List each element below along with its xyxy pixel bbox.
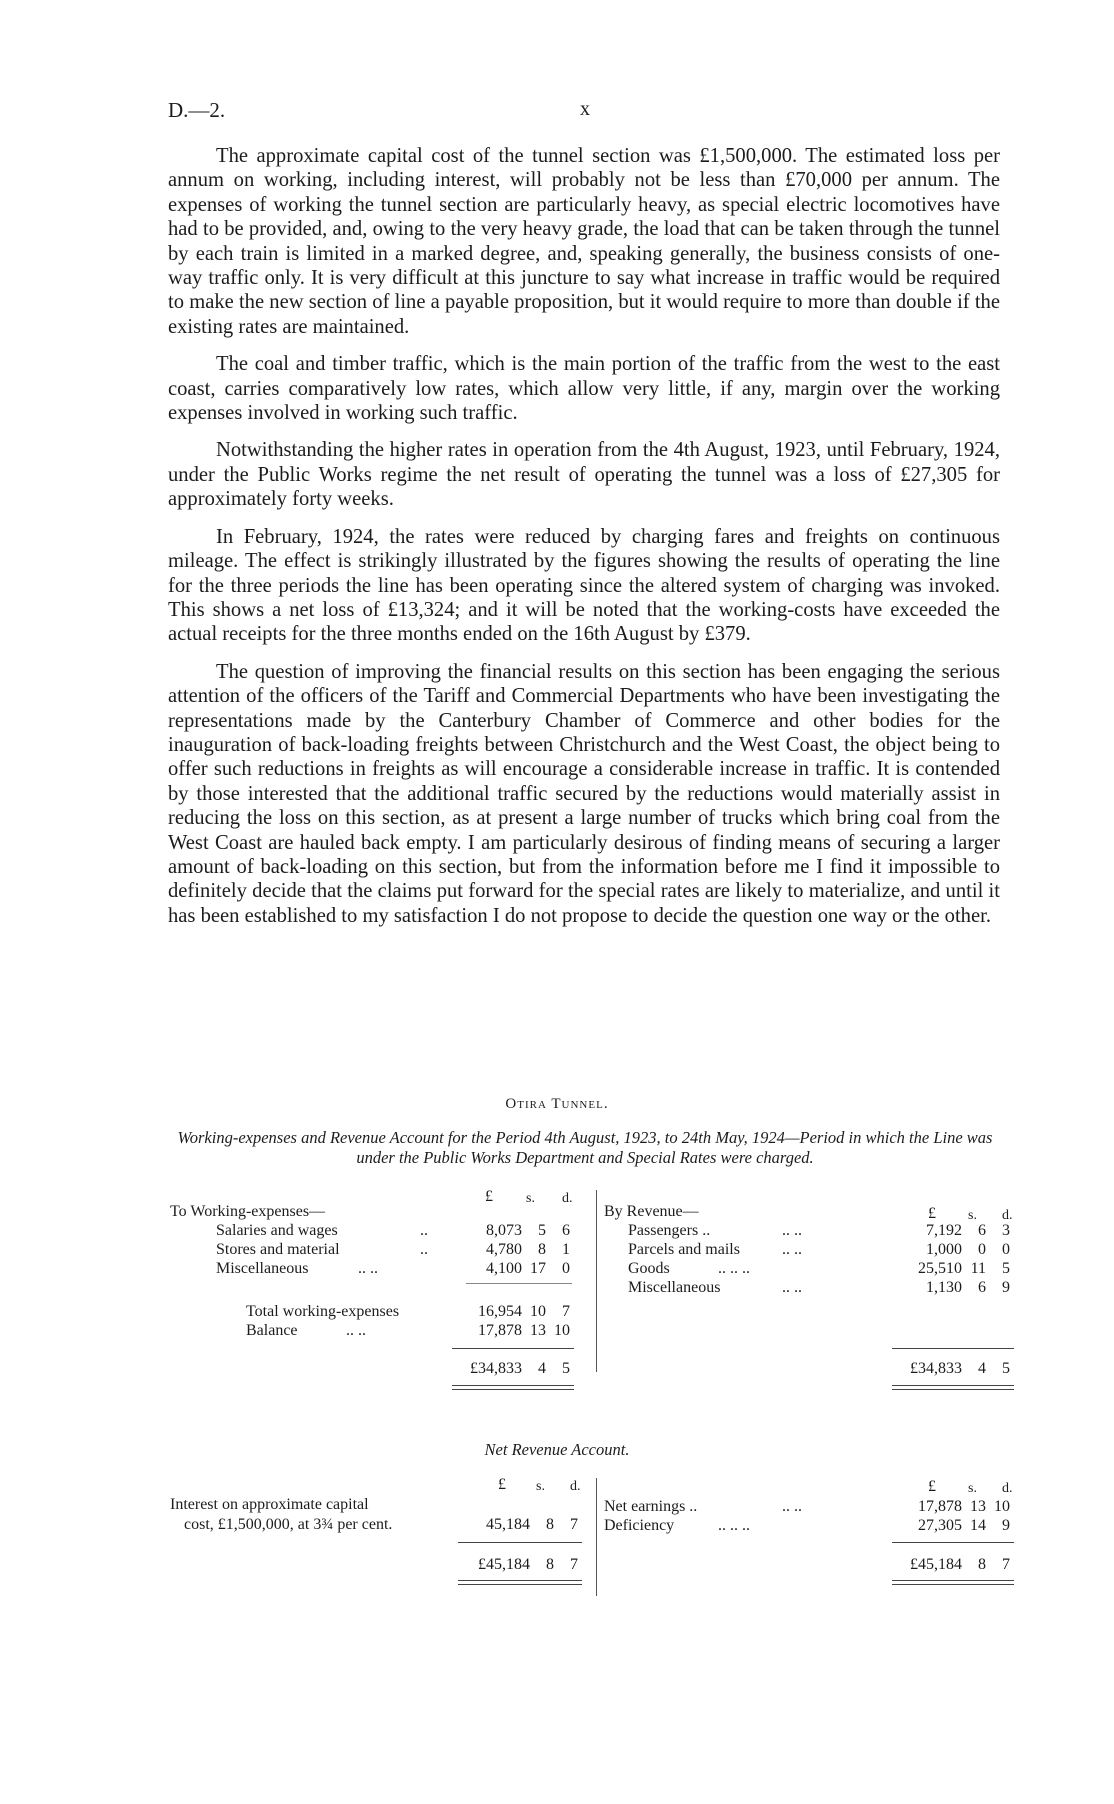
amount-shillings: 14 <box>970 1517 986 1534</box>
leader-dots: .. .. <box>782 1279 802 1296</box>
revenue-label: Goods <box>628 1260 670 1277</box>
subtotal-rule <box>466 1283 572 1284</box>
amount-shillings: 8 <box>546 1556 554 1573</box>
amount-pence: 0 <box>1002 1241 1010 1258</box>
total-label: Total working-expenses <box>246 1303 400 1320</box>
amount-pence: 9 <box>1002 1279 1010 1296</box>
body-text <box>168 144 1000 941</box>
amount-pounds: 25,510 <box>918 1260 962 1277</box>
currency-pence: d. <box>562 1191 573 1206</box>
leader-dots: .. .. .. <box>718 1517 750 1534</box>
amount-pence: 10 <box>994 1498 1010 1515</box>
amount-shillings: 13 <box>970 1498 986 1515</box>
amount-pence: 1 <box>562 1241 570 1258</box>
currency-pence: d. <box>1002 1481 1013 1496</box>
interest-label-line2: cost, £1,500,000, at 3¾ per cent. <box>184 1516 393 1533</box>
amount-pence: 5 <box>1002 1360 1010 1377</box>
working-expenses-heading: To Working-expenses— <box>170 1203 326 1220</box>
paragraph: The question of improving the financial results on this section has been engaging the serious attention of the officers of the Tariff and Commercial Departments who have been investigating the representations made by the Canterbury Chamber of Commerce and other bodies for the inauguration of back-loading freights between Christchurch and the West Coast, the object being to offer such reductions in freights as will encourage a considerable increase in traffic. It is contended by those interested that the additional traffic secured by the reductions would materially assist in reducing the loss on this section, as at present a large number of trucks which bring coal from the West Coast are hauled back empty. I am particularly desirous of finding means of securing a larger amount of back-loading on this section, but from the information before me I find it impossible to definitely decide that the claims put forward for the special rates are likely to materialize, and until it has been established to my satisfaction I do not propose to decide the question one way or the other. <box>168 660 1000 927</box>
amount-shillings: 13 <box>530 1322 546 1339</box>
leader-dots: .. .. .. <box>718 1260 750 1277</box>
currency-pounds: £ <box>928 1205 936 1222</box>
total-rule <box>892 1542 1014 1543</box>
paragraph: The approximate capital cost of the tunnel section was £1,500,000. The estimated loss per annum on working, including interest, will probably not be less than £70,000 per annum. The expenses of working the tunnel section are particularly heavy, as special electric locomotives have had to be provided, and, owing to the very heavy grade, the load that can be taken through the tunnel by each train is limited in a marked degree, and, speaking generally, the business consists of one-way traffic only. It is very difficult at this juncture to say what increase in traffic would be required to make the new section of line a payable proposition, but it would require to more than double if the existing rates are maintained. <box>168 145 1000 338</box>
amount-pounds: 8,073 <box>486 1222 522 1239</box>
amount-pounds: 17,878 <box>918 1498 962 1515</box>
leader-dots: .. .. <box>346 1322 366 1339</box>
total-rule <box>458 1542 582 1543</box>
expense-label: Miscellaneous <box>216 1260 309 1277</box>
amount-pence: 9 <box>1002 1517 1010 1534</box>
amount-pounds: 45,184 <box>486 1516 530 1533</box>
revenue-label: Net earnings .. <box>604 1498 698 1515</box>
currency-shillings: s. <box>536 1479 545 1494</box>
amount-pence: 3 <box>1002 1222 1010 1239</box>
paragraph: Notwithstanding the higher rates in operation from the 4th August, 1923, until February, 1924, under the Public Works regime the net result of operating the tunnel was a loss of £27,305 for approximately forty weeks. <box>168 439 1000 511</box>
currency-pounds: £ <box>498 1476 506 1493</box>
amount-pounds: 4,780 <box>486 1241 522 1258</box>
amount-pence: 7 <box>570 1556 578 1573</box>
amount-pence: 5 <box>1002 1260 1010 1277</box>
revenue-label: Parcels and mails <box>628 1241 740 1258</box>
double-rule-top <box>458 1580 582 1581</box>
amount-pounds: 16,954 <box>478 1303 522 1320</box>
amount-shillings: 6 <box>978 1222 986 1239</box>
double-rule-top <box>892 1385 1014 1386</box>
amount-pence: 7 <box>1002 1556 1010 1573</box>
revenue-label: Deficiency <box>604 1517 675 1534</box>
balance-label: Balance <box>246 1322 298 1339</box>
amount-pounds: 17,878 <box>478 1322 522 1339</box>
net-revenue-title: Net Revenue Account. <box>484 1440 630 1459</box>
amount-pounds: £45,184 <box>910 1556 962 1573</box>
double-rule-top <box>452 1385 574 1386</box>
amount-pounds: 4,100 <box>486 1260 522 1277</box>
page-number: x <box>580 98 590 120</box>
double-rule-bottom <box>892 1584 1014 1585</box>
paragraph: In February, 1924, the rates were reduced by charging fares and freights on continuous mileage. The effect is strikingly illustrated by the figures showing the results of operating the line for the three periods the line has been operating since the altered system of charging was invoked. This shows a net loss of £13,324; and it will be noted that the working-costs have exceeded the actual receipts for the three months ended on the 16th August by £379. <box>168 525 1000 646</box>
amount-pounds: £45,184 <box>478 1556 530 1573</box>
amount-pence: 10 <box>554 1322 570 1339</box>
amount-shillings: 8 <box>538 1241 546 1258</box>
currency-shillings: s. <box>968 1208 977 1223</box>
paragraph: The coal and timber traffic, which is the main portion of the traffic from the west to the east coast, carries comparatively low rates, which allow very little, if any, margin over the working expenses involved in working such traffic. <box>168 353 1000 425</box>
leader-dots: .. .. <box>782 1498 802 1515</box>
double-rule-bottom <box>458 1584 582 1585</box>
otira-table-subtitle: Working-expenses and Revenue Account for the Period 4th August, 1923, to 24th May, 1924—Period in which the Line was under the Public Works Department and Special Rates were charged. <box>177 1128 993 1167</box>
amount-shillings: 6 <box>978 1279 986 1296</box>
currency-pence: d. <box>1002 1208 1013 1223</box>
currency-pounds: £ <box>485 1188 493 1205</box>
amount-pounds: 1,000 <box>926 1241 962 1258</box>
total-rule <box>892 1348 1014 1349</box>
amount-pounds: 27,305 <box>918 1517 962 1534</box>
total-rule <box>452 1348 574 1349</box>
expense-label: Salaries and wages <box>216 1222 338 1239</box>
double-rule-bottom <box>892 1389 1014 1390</box>
amount-pence: 7 <box>562 1303 570 1320</box>
revenue-heading: By Revenue— <box>604 1203 699 1220</box>
leader-dots: .. <box>420 1222 428 1239</box>
double-rule-bottom <box>452 1389 574 1390</box>
amount-pence: 0 <box>562 1260 570 1277</box>
leader-dots: .. .. <box>782 1241 802 1258</box>
currency-shillings: s. <box>526 1191 535 1206</box>
amount-pence: 5 <box>562 1360 570 1377</box>
leader-dots: .. .. <box>358 1260 378 1277</box>
amount-shillings: 11 <box>970 1260 986 1277</box>
otira-table-title: Otira Tunnel. <box>505 1096 609 1112</box>
amount-shillings: 17 <box>530 1260 546 1277</box>
amount-pence: 7 <box>570 1516 578 1533</box>
column-divider <box>596 1190 597 1372</box>
expense-label: Stores and material <box>216 1241 340 1258</box>
amount-pence: 6 <box>562 1222 570 1239</box>
amount-pounds: 7,192 <box>926 1222 962 1239</box>
currency-pence: d. <box>570 1479 581 1494</box>
amount-pounds: £34,833 <box>910 1360 962 1377</box>
leader-dots: .. .. <box>782 1222 802 1239</box>
revenue-label: Passengers .. <box>628 1222 711 1239</box>
column-divider <box>596 1478 597 1596</box>
leader-dots: .. <box>420 1241 428 1258</box>
amount-shillings: 10 <box>530 1303 546 1320</box>
amount-pounds: 1,130 <box>926 1279 962 1296</box>
amount-shillings: 8 <box>978 1556 986 1573</box>
interest-label-line1: Interest on approximate capital <box>170 1496 369 1513</box>
currency-shillings: s. <box>968 1481 977 1496</box>
document-reference: D.—2. <box>168 98 226 122</box>
revenue-label: Miscellaneous <box>628 1279 721 1296</box>
amount-shillings: 4 <box>978 1360 986 1377</box>
amount-pounds: £34,833 <box>470 1360 522 1377</box>
amount-shillings: 8 <box>546 1516 554 1533</box>
currency-pounds: £ <box>928 1478 936 1495</box>
amount-shillings: 0 <box>978 1241 986 1258</box>
amount-shillings: 5 <box>538 1222 546 1239</box>
double-rule-top <box>892 1580 1014 1581</box>
amount-shillings: 4 <box>538 1360 546 1377</box>
